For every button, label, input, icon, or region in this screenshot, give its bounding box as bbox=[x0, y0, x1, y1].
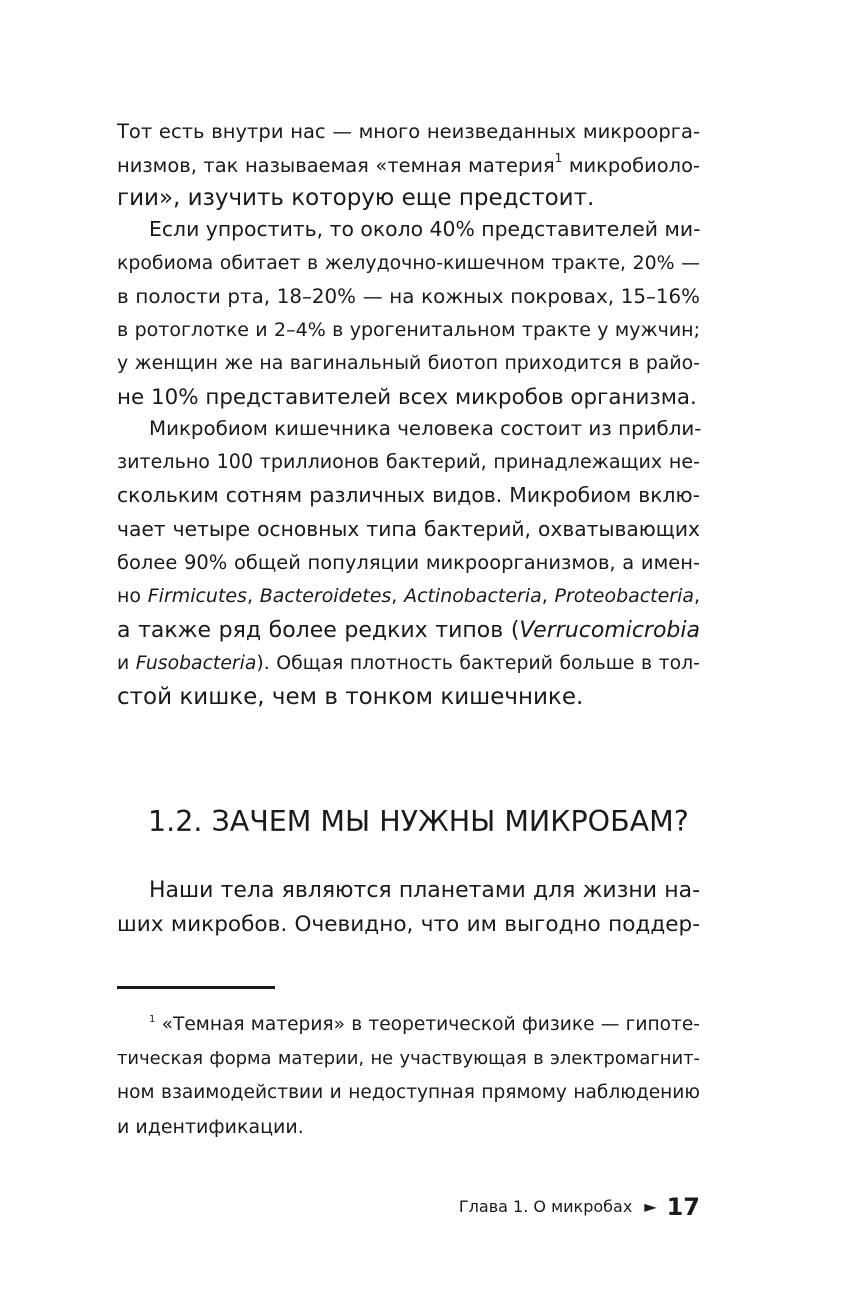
text-line: кробиома обитает в желудочно-кишечном тракте, 20% — bbox=[117, 251, 700, 274]
paragraph-gut-microbiome bbox=[117, 412, 700, 714]
taxon-name: Verrucomicrobia bbox=[519, 617, 700, 643]
text-line: стой кишке, чем в тонком кишечнике. bbox=[117, 683, 584, 710]
text-line: ном взаимодействии и недоступная прямому наблюдению bbox=[117, 1082, 700, 1103]
taxon-name: Firmicutes bbox=[147, 584, 247, 607]
text-segment: а также ряд более редких типов ( bbox=[117, 617, 520, 643]
text-line: Тот есть внутри нас — много неизведанных микроорга- bbox=[117, 120, 700, 143]
text-segment: , bbox=[693, 584, 701, 607]
text-line: в ротоглотке и 2–4% в урогенитальном тракте у мужчин; bbox=[117, 318, 700, 341]
text-segment: ). Общая плотность бактерий больше в тол- bbox=[256, 653, 700, 675]
text-segment: микробиоло- bbox=[562, 153, 700, 177]
taxon-name: Bacteroidetes bbox=[259, 584, 392, 607]
taxon-name: Fusobacteria bbox=[135, 653, 257, 675]
text-line: в полости рта, 18–20% — на кожных покровах, 15–16% bbox=[117, 285, 700, 309]
text-line bbox=[117, 1008, 700, 1042]
text-line: гии», изучить которую еще предстоит. bbox=[117, 185, 595, 212]
text-line bbox=[117, 149, 700, 183]
chapter-title: Глава 1. О микробах bbox=[458, 1197, 633, 1216]
section-heading: 1.2. ЗАЧЕМ МЫ НУЖНЫ МИКРОБАМ? bbox=[148, 805, 689, 838]
taxon-name: Actinobacteria bbox=[404, 584, 542, 607]
text-line: ших микробов. Очевидно, что им выгодно поддер- bbox=[117, 911, 700, 937]
footnote-marker: 1 bbox=[149, 1014, 156, 1025]
text-line bbox=[117, 647, 700, 681]
text-segment: но bbox=[117, 584, 148, 607]
text-line: Наши тела являются планетами для жизни на- bbox=[149, 878, 700, 903]
text-line: у женщин же на вагинальный биотоп приходится в райо- bbox=[117, 352, 700, 375]
text-line: чает четыре основных типа бактерий, охватывающих bbox=[117, 516, 700, 541]
footnote-reference: 1 bbox=[554, 150, 563, 165]
section-paragraph bbox=[117, 874, 700, 941]
paragraph-dark-matter bbox=[117, 115, 700, 216]
triangle-right-icon: ► bbox=[644, 1197, 657, 1216]
paragraph-microbiome-distribution bbox=[117, 213, 700, 415]
text-line: и идентификации. bbox=[117, 1116, 304, 1138]
text-segment: , bbox=[541, 584, 555, 607]
text-segment: и bbox=[117, 653, 136, 675]
text-segment: низмов, так называемая «темная материя bbox=[117, 153, 555, 177]
text-line bbox=[117, 580, 700, 614]
text-segment: , bbox=[391, 584, 405, 607]
text-segment: , bbox=[246, 584, 260, 607]
footnote bbox=[117, 1008, 700, 1144]
text-line: не 10% представителей всех микробов организма. bbox=[117, 384, 697, 410]
text-line: Микробиом кишечника человека состоит из прибли- bbox=[149, 417, 702, 440]
text-line: скольким сотням различных видов. Микробиом вклю- bbox=[117, 483, 700, 508]
text-line bbox=[117, 614, 700, 648]
text-line: Если упростить, то около 40% представителей ми- bbox=[149, 217, 701, 241]
text-line: зительно 100 триллионов бактерий, принадлежащих не- bbox=[117, 450, 700, 473]
text-segment: «Темная материя» в теоретической физике — гипоте- bbox=[155, 1014, 700, 1035]
running-footer bbox=[459, 1189, 700, 1225]
text-line: более 90% общей популяции микроорганизмов, а имен- bbox=[117, 551, 700, 575]
page-number: 17 bbox=[666, 1193, 700, 1221]
text-line: тическая форма материи, не участвующая в электромагнит- bbox=[117, 1048, 700, 1069]
footnote-divider bbox=[117, 986, 275, 989]
taxon-name: Proteobacteria bbox=[554, 584, 694, 607]
